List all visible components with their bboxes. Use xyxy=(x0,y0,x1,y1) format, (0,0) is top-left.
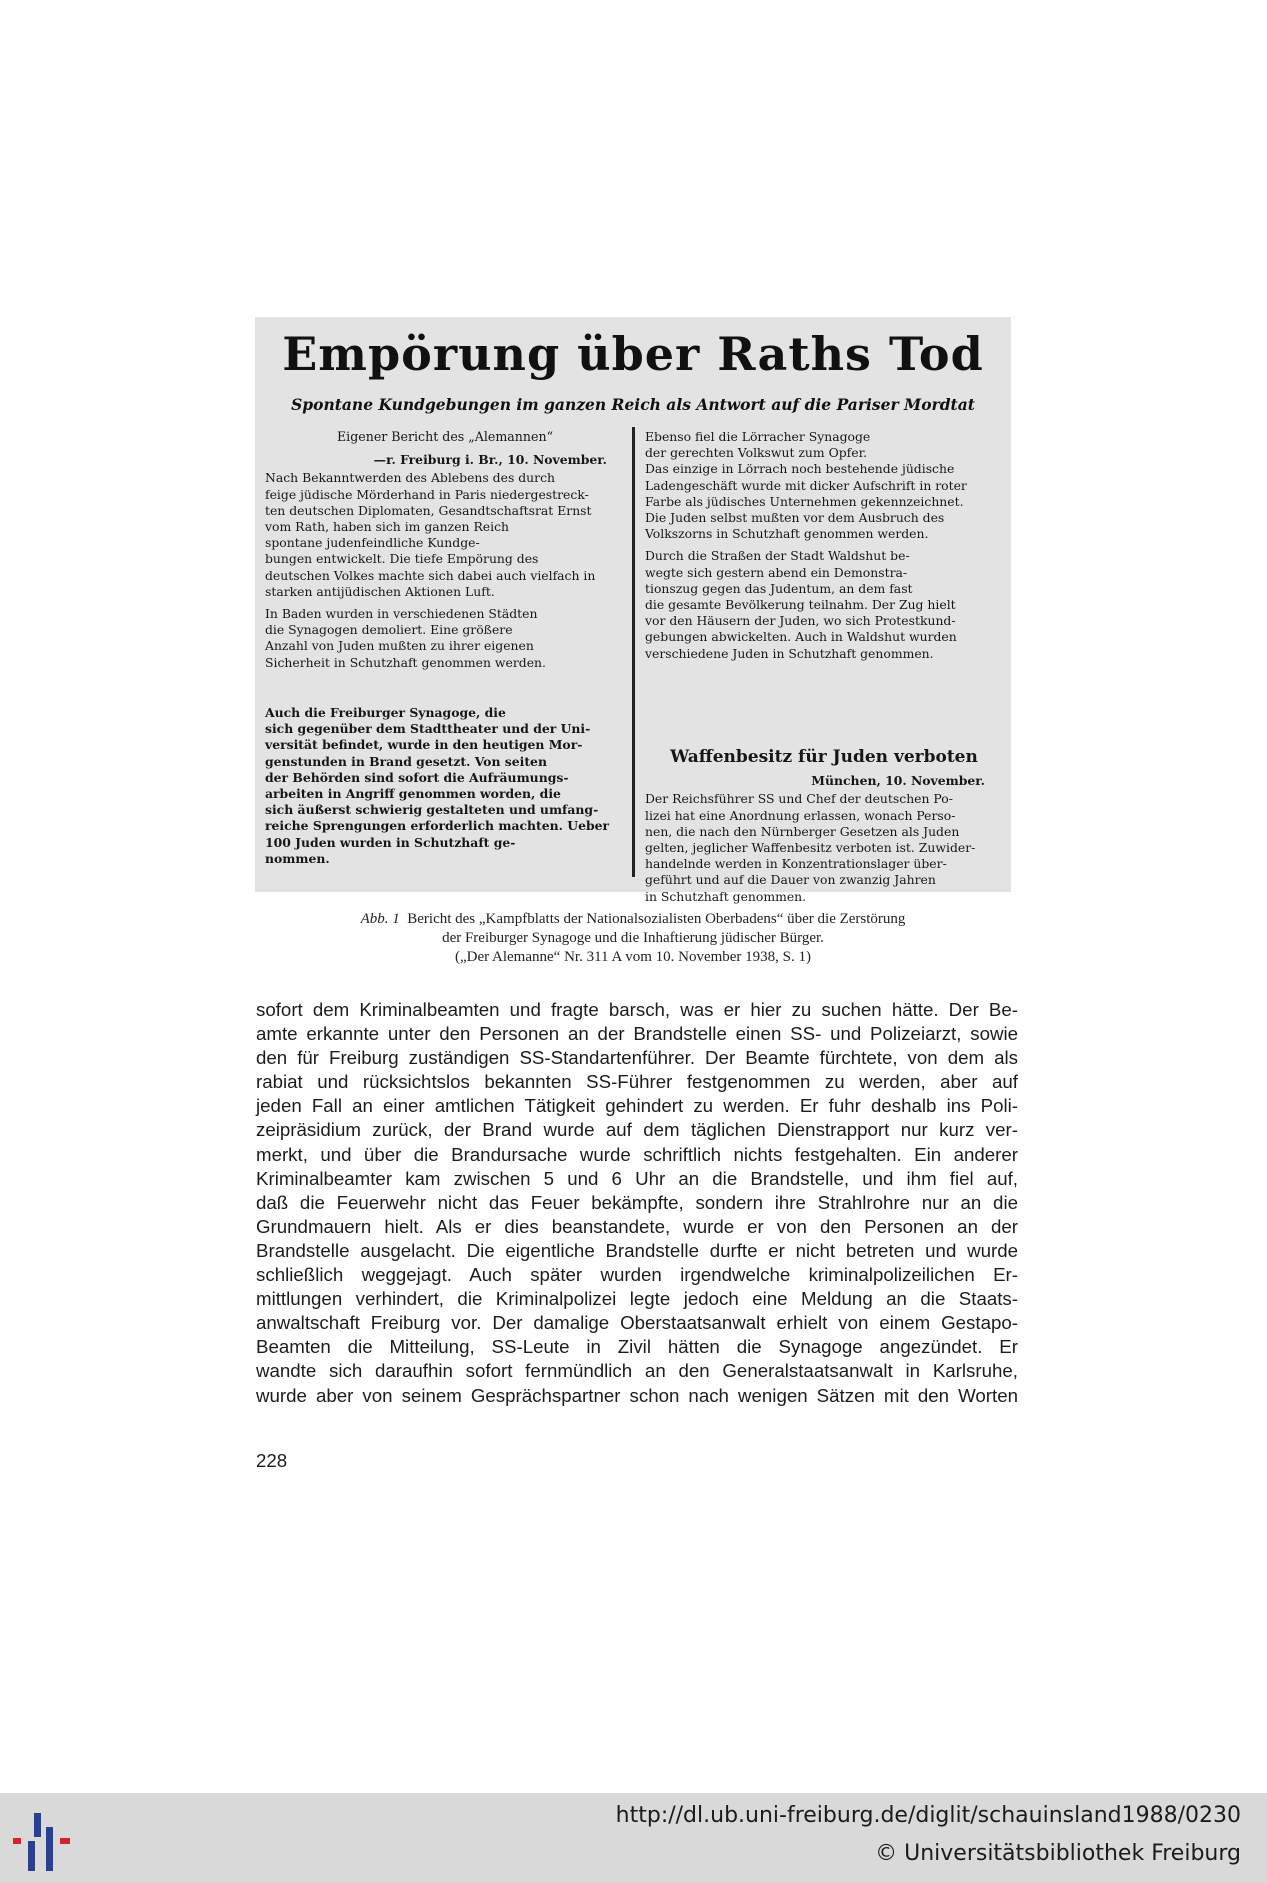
clipping-line: Der Reichsführer SS und Chef der deutschen Po- xyxy=(645,791,953,807)
body-line: mittlungen verhindert, die Kriminalpolizei legte jedoch eine Meldung an die Staats- xyxy=(256,1288,1018,1310)
body-line: daß die Feuerwehr nicht das Feuer bekämpfte, sondern ihre Strahlrohre nur an die xyxy=(256,1191,1018,1213)
body-line: Kriminalbeamter kam zwischen 5 und 6 Uhr an die Brandstelle, und ihm fiel auf, xyxy=(256,1167,1018,1189)
copyright-notice: © Universitätsbibliothek Freiburg xyxy=(875,1841,1241,1866)
body-line: merkt, und über die Brandursache wurde schriftlich nichts festgehalten. Ein anderer xyxy=(256,1143,1018,1165)
clipping-line: Durch die Straßen der Stadt Waldshut be- xyxy=(645,548,910,564)
clipping-line: versität befindet, wurde in den heutigen Mor- xyxy=(265,737,583,753)
column-divider xyxy=(632,427,635,877)
clipping-line: die gesamte Bevölkerung teilnahm. Der Zug hielt xyxy=(645,597,956,613)
clipping-line: handelnde werden in Konzentrationslager über- xyxy=(645,856,947,872)
clipping-line: ten deutschen Diplomaten, Gesandtschaftsrat Ernst xyxy=(265,502,592,518)
clipping-line: vor den Häusern der Juden, wo sich Protestkund- xyxy=(645,613,956,629)
body-line: Grundmauern hielt. Als er dies beanstandete, wurde er von den Personen an der xyxy=(256,1215,1018,1237)
clipping-right-paragraph-2 xyxy=(645,548,1003,661)
clipping-line: feige jüdische Mörderhand in Paris niedergestreck- xyxy=(265,486,589,502)
clipping-line: 100 Juden wurden in Schutzhaft ge- xyxy=(265,834,516,850)
clipping-line: In Baden wurden in verschiedenen Städten xyxy=(265,606,538,622)
body-line: rabiat und rücksichtslos bekannten SS-Führer festgenommen zu werden, aber auf xyxy=(256,1071,1018,1093)
caption-line-2: der Freiburger Synagoge und die Inhaftierung jüdischer Bürger. xyxy=(442,930,824,946)
clipping-line: Ebenso fiel die Lörracher Synagoge xyxy=(645,429,871,444)
clipping-line: sich gegenüber dem Stadttheater und der Uni- xyxy=(265,721,591,737)
clipping-line: verschiedene Juden in Schutzhaft genommen. xyxy=(645,645,934,661)
clipping-line: Sicherheit in Schutzhaft genommen werden. xyxy=(265,654,546,670)
body-text xyxy=(256,998,1018,1408)
clipping-line: arbeiten in Angriff genommen worden, die xyxy=(265,786,561,802)
body-line: sofort dem Kriminalbeamten und fragte barsch, was er hier zu suchen hätte. Der Be- xyxy=(256,999,1018,1020)
ub-freiburg-logo-icon xyxy=(8,1807,80,1877)
clipping-line: Nach Bekanntwerden des Ablebens des durch xyxy=(265,470,556,486)
clipping-line: der gerechten Volkswut zum Opfer. xyxy=(645,445,868,461)
clipping-line: gelten, jeglicher Waffenbesitz verboten ist. Zuwider- xyxy=(645,840,976,856)
clipping-line: deutschen Volkes machte sich dabei auch vielfach in xyxy=(265,567,596,583)
clipping-headline: Empörung über Raths Tod xyxy=(282,327,984,381)
body-line: Brandstelle ausgelacht. Die eigentliche Brandstelle durfte er nicht betreten und wurde xyxy=(256,1239,1018,1261)
page-number: 228 xyxy=(256,1450,288,1471)
footer-bar xyxy=(0,1793,1267,1883)
body-line: den für Freiburg zuständigen SS-Standartenführer. Der Beamte fürchtete, von dem als xyxy=(256,1047,1018,1069)
clipping-line: genstunden in Brand gesetzt. Von seiten xyxy=(265,753,547,769)
clipping-line: wegte sich gestern abend ein Demonstra- xyxy=(645,564,908,580)
body-line: anwaltschaft Freiburg vor. Der damalige Oberstaatsanwalt erhielt von einem Gestapo- xyxy=(256,1312,1018,1334)
clipping-box-article xyxy=(645,749,1003,905)
clipping-line: Ladengeschäft wurde mit dicker Aufschrift in roter xyxy=(645,477,967,493)
clipping-dateline: —r. Freiburg i. Br., 10. November. xyxy=(373,452,607,468)
clipping-box-headline: Waffenbesitz für Juden verboten xyxy=(670,747,978,767)
body-line: amte erkannte unter den Personen an der Brandstelle einen SS- und Polizeiarzt, sowie xyxy=(256,1023,1018,1045)
clipping-line: nommen. xyxy=(265,850,330,866)
clipping-line: Das einzige in Lörrach noch bestehende jüdische xyxy=(645,461,955,477)
clipping-right-column xyxy=(645,429,1003,662)
body-line: zeipräsidium zurück, der Brand wurde auf dem täglichen Dienstrapport nur kurz ver- xyxy=(256,1119,1018,1141)
caption-line-3: („Der Alemanne“ Nr. 311 A vom 10. November 1938, S. 1) xyxy=(454,949,812,965)
clipping-left-column xyxy=(265,429,625,671)
clipping-line: starken antijüdischen Aktionen Luft. xyxy=(265,583,495,599)
clipping-line: Anzahl von Juden mußten zu ihrer eigenen xyxy=(265,638,534,654)
clipping-line: Die Juden selbst mußten vor dem Ausbruch des xyxy=(645,510,945,526)
clipping-byline: Eigener Bericht des „Alemannen“ xyxy=(336,429,554,444)
clipping-line: sich äußerst schwierig gestalteten und umfang- xyxy=(265,802,599,818)
body-line: wandte sich daraufhin sofort fernmündlich an den Generalstaatsanwalt in Karlsruhe, xyxy=(256,1360,1018,1382)
clipping-line: bungen entwickelt. Die tiefe Empörung des xyxy=(265,551,539,567)
permalink-url[interactable]: http://dl.ub.uni-freiburg.de/diglit/schauinsland1988/0230 xyxy=(615,1803,1241,1828)
clipping-left-paragraph-2 xyxy=(265,606,625,671)
clipping-line: reiche Sprengungen erforderlich machten. Ueber xyxy=(265,818,610,834)
clipping-line: nen, die nach den Nürnberger Gesetzen als Juden xyxy=(645,823,960,839)
clipping-subheadline: Spontane Kundgebungen im ganzen Reich als Antwort auf die Pariser Mordtat xyxy=(291,395,975,414)
caption-line-1: Bericht des „Kampfblatts der Nationalsozialisten Oberbadens“ über die Zerstörung xyxy=(407,911,906,927)
clipping-line: vom Rath, haben sich im ganzen Reich xyxy=(265,519,509,535)
body-line: jeden Fall an einer amtlichen Tätigkeit gehindert zu werden. Er fuhr deshalb ins Poli- xyxy=(256,1095,1018,1117)
clipping-line: die Synagogen demoliert. Eine größere xyxy=(265,622,513,638)
clipping-line: spontane judenfeindliche Kundge- xyxy=(265,535,480,551)
body-line: wurde aber von seinem Gesprächspartner schon nach wenigen Sätzen mit den Worten xyxy=(256,1384,1018,1406)
caption-label: Abb. 1 xyxy=(360,911,400,927)
body-line: schließlich weggejagt. Auch später wurden irgendwelche kriminalpolizeilichen Er- xyxy=(256,1264,1018,1286)
clipping-left-paragraph-3 xyxy=(265,705,625,867)
clipping-line: tionszug gegen das Judentum, an dem fast xyxy=(645,580,913,596)
clipping-line: lizei hat eine Anordnung erlassen, wonach Perso- xyxy=(645,807,956,823)
clipping-line: in Schutzhaft genommen. xyxy=(645,888,807,904)
body-line: Beamten die Mitteilung, SS-Leute in Zivil hätten die Synagoge angezündet. Er xyxy=(256,1336,1018,1358)
clipping-line: Volkszorns in Schutzhaft genommen werden. xyxy=(645,526,929,542)
clipping-right-paragraph-1 xyxy=(645,429,1003,542)
newspaper-clipping-image xyxy=(255,317,1011,904)
clipping-line: Auch die Freiburger Synagoge, die xyxy=(265,705,506,720)
clipping-line: gebungen abwickelten. Auch in Waldshut wurden xyxy=(645,629,957,645)
clipping-box-dateline: München, 10. November. xyxy=(811,773,985,789)
clipping-left-paragraph-1 xyxy=(265,470,625,600)
clipping-line: der Behörden sind sofort die Aufräumungs- xyxy=(265,769,569,785)
clipping-line: Farbe als jüdisches Unternehmen gekennzeichnet. xyxy=(645,493,964,509)
figure-caption xyxy=(250,910,1016,967)
clipping-line: geführt und auf die Dauer von zwanzig Jahren xyxy=(645,872,936,888)
